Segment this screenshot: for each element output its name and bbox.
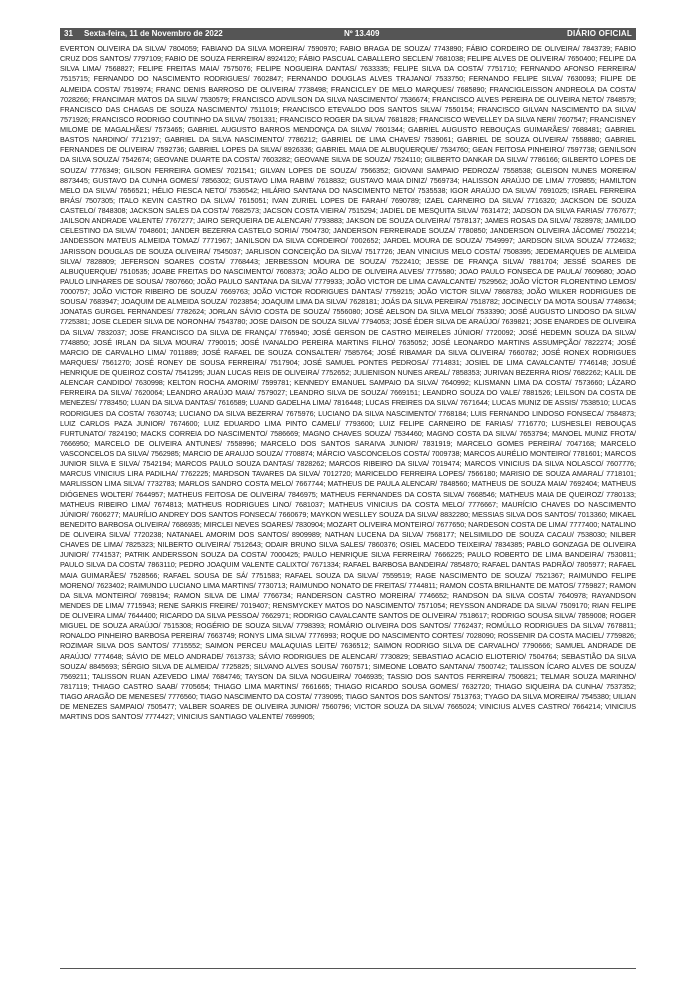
issue-number: Nº 13.409 bbox=[344, 29, 380, 38]
body-text: EVERTON OLIVEIRA DA SILVA/ 7804059; FABIANO DA SILVA MOREIRA/ 7590970; FABIO BRAGA DE SOUZA/ 7743890; FÁBIO CORDEIRO DE OLIVEIRA/ 7843739; FABIO CRUZ DOS SANTOS/ 7797109; FABIO DE SOUZA FERREIRA/ 8924120; FÁBIO PASCUAL CABALLERO SECLEN/ 7681038; FELIPE ALVES DE OLIVEIRA/ 7650400; FELIPE DA SILVA LIMA/ 7568827; FELIPE FREITAS MAIA/ 7575076; FELIPE NOGUEIRA DANTAS/ 7633335; FELIPE SILVA DA COSTA/ 7751710; FERNANDO AFONSO FERREIRA/ 7515715; FERNANDO DO NASCIMENTO RODRIGUES/ 7602847; FERNANDO DOUGLAS ALVES TRAJANO/ 7533750; FERNANDO FELIPE SILVA/ 7630093; FILIPE DE ALMEIDA COSTA/ 7519974; FRANC DENIS BARROSO DE OLIVEIRA/ 7738498; FRANCICLEY DE MELO MARQUES/ 7685890; FRANCIGLEISSON ANDREOLA DA COSTA/ 7028266; FRANCIMAR MATOS DA SILVA/ 7530579; FRANCISCO ADVILSON DA SILVA NASCIMENTO/ 7536674; FRANCISCO ALVES PEREIRA DE OLIVEIRA NETO/ 7848579; FRANCISCO DAS CHAGAS DE SOUZA NASCIMENTO/ 7511019; FRANCISCO ETEVALDO DOS SANTOS SILVA/ 7550154; FRANCISCO GILVAN NASCIMENTO DA SILVA/ 7571926; FRANCISCO RODRIGO COUTINHO DA SILVA/ 7501331; FRANCISCO ROGER DA SILVA/ 7681828; FRANCISCO WEVELLEY DA SILVA NERI/ 7607547; FRANCISNEY MILOME DE MAGALHÃES/ 7573465; GABRIEL AUGUSTO BARROS MENDONÇA DA SILVA/ 7601344; GABRIEL AUGUSTO REBOUÇAS GUIMARÃES/ 7688481; GABRIEL BASTOS NARDINO/ 7712197; GABRIEL DA SILVA NASCIMENTO/ 7786212; GABRIEL DE LIMA CHAVES/ 7539061; GABRIEL DE SOUZA OLIVEIRA/ 7558880; GABRIEL FERNANDES DE OLIVEIRA/ 7592736; GABRIEL LOPES DA SILVA/ 8926336; GABRIEL MAIA DE ALBUQUERQUE/ 7534760; GEAN FEITOSA PINHEIRO/ 7597738; GENILSON DA SILVA SOUZA/ 7542674; GEOVANE DUARTE DA COSTA/ 7603282; GEOVANE SILVA DE SOUZA/ 7524110; GILBERTO DANKAR DA SILVA/ 7786166; GILBERTO LOPES DE SOUZA/ 7776349; GILSON FERREIRA GOMES/ 7021541; GILVAN LOPES DE SOUZA/ 7566352; GIOVANI SAMPAIO PEDROZA/ 7558538; GLEISON NUNES MOREIRA/ 8873445; GUSTAVO DA CUNHA GOMES/ 7856302; GUSTAVO LIMA RABIM/ 7618832; GUSTAVO MAIA DINIZ/ 7569734; HALISSON ARAÚJO DE LIMA/ 7709855; HAMILTON MELO DA SILVA/ 7656521; HÉLIO FIESCA NETO/ 7536542; HILÁRIO SANTANA DO NASCIMENTO NETO/ 7535538; IGOR ARAÚJO DA SILVA/ 7691025; ISRAEL FERREIRA BRÁS/ 7507305; ITALO KEVIN CASTRO DA SILVA/ 7615051; IVAN ZURIEL LOPES DE FARAH/ 7690789; IZAEL CARNEIRO DA SILVA/ 7716320; JACKSON DE SOUZA CASTELO/ 7848308; JACKSON SALES DA COSTA/ 7682573; JACSON COSTA VIEIRA/ 7515294; JADIEL DE MESQUITA SILVA/ 7631472; JADSON DA SILVA FARIAS/ 7767677; JAILSON ANDRADE VALENTE/ 7767277; JAIRO SERQUEIRA DE ALENCAR/ 7793883; JAKSON DE SOUZA OLIVEIRA/ 7578137; JAMES ROSAS DA SILVA/ 7828978; JAMILDO CELESTINO DA SILVA/ 7048601; JANDER BEZERRA CASTELO SORIA/ 7504730; JANDERSON FERREIRADE SOUZA/ 7780850; JANDERSON OLIVEIRA JÁCOME/ 7502214; JANDESSON MATEUS ALMEIDA TOMAZ/ 7771967; JANILSON DA SILVA CORDEIRO/ 7002652; JARDEL MOURA DE SOUZA/ 7549997; JARDSON SILVA SOUZA/ 7724632; JARISSON DOUGLAS DE SOUZA OLIVEIRA/ 7545037; JARLISON CONCEIÇÃO DA SILVA/ 7517726; JEAN VINICIUS MELO COSTA/ 7508395; JEDEMARQUES DE ALMEIDA SILVA/ 7828809; JEFERSON SOARES COSTA/ 7768443; JERBESSON MOURA DE SOUZA/ 7522410; JESSE DE FRANÇA SILVA/ 7881704; JESSÉ SOARES DE ALBUQUERQUE/ 7510535; JOABE FREITAS DO NASCIMENTO/ 7608373; JOÃO ALDO DE OLIVEIRA ALVES/ 7775580; JOAO PAULO FONSECA DE PAULA/ 7609680; JOAO PAULO LINHARES DE SOUSA/ 7807660; JOÃO PAULO SANTANA DA SILVA/ 7779933; JOÃO VICTOR DE LIMA CAVALCANTE/ 7529562; JOÃO VÍCTOR FLORENTINO LEMOS/ 7000757; JOÃO VICTOR RIBEIRO DE SOUZA/ 7669763; JOÃO VICTOR RODRIGUES DANTAS/ 7759215; JOÃO VICTOR SILVA/ 7868783; JOÃO WILKER RODRIGUES DE SOUSA/ 7683947; JOAQUIM DE ALMEIDA SOUZA/ 7023854; JOAQUIM LIMA DA SILVA/ 7628181; JOÁS DA SILVA PEREIRA/ 7518782; JOCINECLY DA MOTA SOUSA/ 7748634; JONATAS GURGEL FERNANDES/ 7782624; JORLAN SÁVIO COSTA DE SOUZA/ 7556080; JOSÉ AELSON DA SILVA MELO/ 7533390; JOSÉ AUGUSTO LINDOSO DA SILVA/ 7725381; JOSE CLEDER SILVA DE NORONHA/ 7543780; JOSE DAISON DE SOUZA SILVA/ 7794053; JOSÉ ÉDER SILVA DE ARAÚJO/ 7639821; JOSE ENARDES DE OLIVEIRA DA SILVA/ 7832037; JOSE FRANCISCO DA SILVA DE FRANÇA/ 7765940; JOSÉ GERSON DE CASTRO MEIRELES JÚNIOR/ 7720092; JOSÉ HEDEMN SOUZA DA SILVA/ 7748850; JOSÉ IRLAN DA SILVA MOURA/ 7790015; JOSÉ IVANALDO PEREIRA MARTINS FILHO/ 7635052; JOSÉ LEONARDO MARTINS ASSUMPÇÃO/ 7822274; JOSÉ MARCIO DE CARVALHO LIMA/ 7011889; JOSÉ RAFAEL DE SOUZA CONSALTER/ 7585764; JOSÉ RIBAMAR DA SILVA OLIVEIRA/ 7660782; JOSÉ RONEX RODRIGUES MARQUES/ 7561270; JOSÉ RONEY DE SOUSA FERREIRA/ 7517904; JOSÉ SAMUEL PONTES PEDROSA/ 7714831; JOSIEL DE LIMA CAVALCANTE/ 7746148; JOSUÉ HENRIQUE DE QUEIROZ COSTA/ 7541295; JUAN LUCAS REIS DE OLIVEIRA/ 7752652; JULIENISON NUNES AREAL/ 7858353; JURIVAN BEZERRA RIOS/ 7682262; KALIL DE ALENCAR CANDIDO/ 7630998; KELTON ROCHA AMORIM/ 7599781; KENNEDY EMANUEL SAMPAIO DA SILVA/ 7640992; KLISMANN LIMA DA COSTA/ 7573660; LÁZARO FERREIRA DA SILVA/ 7620064; LEANDRO ARAÚJO MAIA/ 7579027; LEANDRO SILVA DE SOUZA/ 7669151; LEANDRO SOUZA DO VALE/ 7881526; LEILSON DA COSTA DE MENEZES/ 7783450; LUAN DA SILVA DANTAS/ 7616589; LUAND GADELHA LIMA/ 7816448; LUCAS FREIRES DA SILVA/ 7671644; LUCAS MUNIZ DE ASSIS/ 7538510; LUCAS RODRIGUES DA COSTA/ 7630743; LUCIANO DA SILVA BEZERRA/ 7675976; LUCIANO DA SILVA NASCIMENTO/ 7768184; LUIS FERNANDO LINDOSO FONSECA/ 7584873; LUIZ CARLOS PAZA JUNIOR/ 7674600; LUIZ EDUARDO LIMA PINTO CAMELI/ 7793600; LUIZ FELIPE CARNEIRO DE FARIAS/ 7716770; LUSHESLEI REBOUÇAS FURTUNATO/ 7824190; MACKS CORREIA DO NASCIMENTO/ 7586669; MAGNO CHAVES SOUZA/ 7534460; MAGNO COSTA DA SILVA/ 7653794; MANOEL MUNIZ FROTA/ 7666950; MARCELO DE OLIVEIRA ANTUNES/ 7558996; MARCELO DOS SANTOS SARAIVA JUNIOR/ 7831919; MARCELO GOMES PEREIRA/ 7047168; MARCELO VASCONCELOS DA SILVA/ 7562985; MARCIO DE ARAUJO SOUZA/ 7708874; MÁRCIO VASCONCELOS COSTA/ 7009738; MARCOS AURÉLIO MONTEIRO/ 7781601; MARCOS JUNIOR SILVA E SILVA/ 7542194; MARCOS PAULO SOUZA DANTAS/ 7828262; MARCOS RIBEIRO DA SILVA/ 7019474; MARCOS VINICIUS DA SILVA NOLASCO/ 7607776; MARCUS VINICIUS LIRA PADILHA/ 7762225; MARDSON TAVARES DA SILVA/ 7012720; MARICELDO FERREIRA LOPES/ 7566180; MARISIO DE SOUZA AMARAL/ 7718101; MARLISSON LIMA SILVA/ 7732783; MARLOS SANDRO COSTA MELO/ 7667744; MATHEUS DE PAULA ALENCAR/ 7848560; MATHEUS DE SOUZA MAIA/ 7692404; MATHEUS DIÓGENES WOLTER/ 7644957; MATHEUS FEITOSA DE OLIVEIRA/ 7846975; MATHEUS FERNANDES DA COSTA SILVA/ 7668546; MATHEUS MAIA DE QUEIROZ/ 7780133; MATHEUS RIBEIRO LIMA/ 7674813; MATHEUS RODRIGUES LINO/ 7681037; MATHEUS VINICIUS DA COSTA MELO/ 7776667; MAURÍCIO CHAVES DO NASCIMENTO JÚNIOR/ 7606277; MAURÍLIO ANDREY DOS SANTOS FONSECA/ 7660679; MAYKON WESLLEY SOUZA DA SILVA/ 8832280; MESSIAS SILVA DOS SANTOS/ 7013360; MIKAEL BENEDITO BARBOSA OLIVEIRA/ 7686935; MIRCLEI NEVES SOARES/ 7830904; MOZART OLIVEIRA MONTEIRO/ 7677650; NARDESON COSTA DE LIMA/ 7777400; NATALINO DE OLIVEIRA SILVA/ 7720238; NATANAEL AMORIM DOS SANTOS/ 8909989; NATHAN LUCENA DA SILVA/ 7568177; NELSIMILDO DE SOUZA CACAU/ 7538030; NILBER CHAVES DE LIMA/ 7825323; NILBERTO OLIVEIRA/ 7512643; ODAIR BRUNO SILVA SALES/ 7860376; OSIEL MACEDO TEIXEIRA/ 7834385; PABLO GONZAGA DE OLIVEIRA JUNIOR/ 7741537; PATRIK ANDERSSON SOUZA DA COSTA/ 7000425; PAULO HENRIQUE SILVA FERREIRA/ 7666225; PAULO ROBERTO DE LIMA BANDEIRA/ 7530811; PAULO SILVA DA COSTA/ 7863110; PEDRO JOAQUIM VALENTE CALIXTO/ 7671334; RAFAEL BARBOSA BANDEIRA/ 7854870; RAFAEL DANTAS PADRÃO/ 7805977; RAFAEL MAIA GUIMARÃES/ 7528566; RAFAEL SOUSA DE SÁ/ 7751583; RAFAEL SOUZA DA SILVA/ 7559519; RAGE NASCIMENTO DE SOUZA/ 7521367; RAIMUNDO FELIPE MORENO/ 7623402; RAIMUNDO LUCIANO LIMA MARTINS/ 7730713; RAIMUNDO NONATO DE FREITAS/ 7744811; RAMON COSTA BRILHANTE DE MATOS/ 7759827; RAMON DA SILVA MONTEIRO/ 7698194; RAMON SILVA DE LIMA/ 7766734; RANDERSON CASTRO MOREIRA/ 7746652; RANDSON DA SILVA COSTA/ 7640978; RAYANDSON MENDES DE LIMA/ 7715943; RENE SARKIS FREIRE/ 7019407; RENSMYCKEY MATOS DO NASCIMENTO/ 7571054; REYSSON ANDRADE DA SILVA/ 7509170; RIAN FELIPE DE OLIVEIRA LIMA/ 7644400; RICARDO DA SILVA PESSOA/ 7662971; RODRIGO CAVALCANTE SANTOS DE OLIVEIRA/ 7518617; RODRIGO SOUSA SILVA/ 7859008; ROGER MIGUEL DE SOUZA ARAÚJO/ 7515308; ROGÉRIO DE SOUZA SILVA/ 7798393; ROMÁRIO OLIVEIRA DOS SANTOS/ 7762437; ROMÚLLO RODRIGUES DA SILVA/ 7678811; RONALDO PINHEIRO BARBOSA PEREIRA/ 7663749; RONYS LIMA SILVA/ 7776993; ROQUE DO NASCIMENTO CORTES/ 7028090; ROSSENIR DA COSTA MACIEL/ 7759826; ROZIMAR SILVA DOS SANTOS/ 7715552; SAIMON PERCEU MALAQUIAS LEITE/ 7636512; SAIMON RODRIGO SILVA DE CARVALHO/ 7790666; SAMUEL ANDRADE DE ARAÚJO/ 7774648; SÁVIO DE MELO ANDRADE/ 7613733; SÁVIO RODRIGUES DE ALENCAR/ 7730829; SEBASTIAO ACACIO ELIOTERIO/ 7504764; SEBASTIÃO DA SILVA SOUZA/ 8845693; SÉRGIO SILVA DE ALMEIDA/ 7725825; SILVANO ALVES SOUSA/ 7607571; SIMEONE LOBATO SANTANA/ 7500742; TALISSON ÍCARO ALVES DE SOUZA/ 7569211; TALISSON RUAN AZEVEDO LIMA/ 7684746; TAYSON DA SILVA NOGUEIRA/ 7046935; TASSIO DOS SANTOS FERREIRA/ 7506821; TELMAR SOUZA MARINHO/ 7817119; THIAGO CASTRO SAAB/ 7705654; THIAGO LIMA MARTINS/ 7661665; THIAGO RICARDO SOUSA GOMES/ 7632720; THIAGO SIQUEIRA DA CUNHA/ 7537352; TIAGO ARAGÃO DE MENESES/ 7776560; TIAGO NASCIMENTO DA COSTA/ 7739095; TIAGO SANTOS DOS SANTOS/ 7513763; TYAGO DA SILVA MOREIRA/ 7545380; UILIAN DE MENEZES SAMPAIO/ 7505477; VALBER SOARES DE OLIVEIRA JUNIOR/ 7560796; VICTOR SOUZA DA SILVA/ 7665024; VINICIUS ALVES CASTRO/ 7664214; VINICIUS MARTINS DOS SANTOS/ 7774427; VINICIUS SANTIAGO VALENTE/ 7699905; bbox=[60, 44, 636, 722]
page-number: 31 bbox=[64, 29, 73, 38]
page-header bbox=[60, 28, 636, 40]
publication-title: DIÁRIO OFICIAL bbox=[566, 29, 632, 38]
issue-date: Sexta-feira, 11 de Novembro de 2022 bbox=[84, 29, 223, 38]
footer-rule bbox=[60, 968, 636, 969]
